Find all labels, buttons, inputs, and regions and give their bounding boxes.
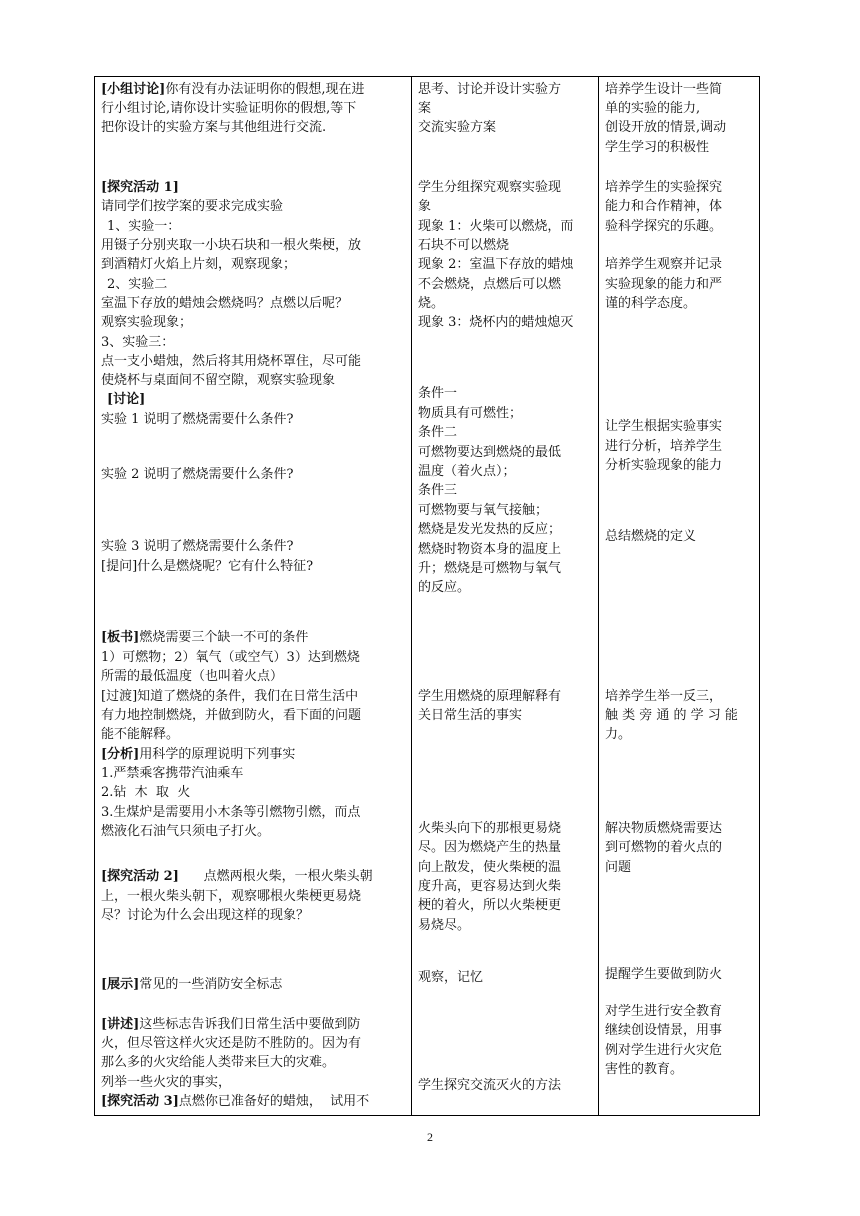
- student-line: 石块不可以燃烧: [418, 238, 510, 253]
- intent-line: 问题: [605, 860, 632, 875]
- intent-line: 验科学探究的乐趣。: [605, 219, 723, 234]
- intent-line: 力。: [605, 727, 632, 742]
- exp2-title: 2、实验二: [107, 277, 168, 292]
- activity2-line: 上，一根火柴头朝下，观察哪根火柴梗更易烧: [101, 889, 362, 904]
- intent-line: 能力和合作精神，体: [605, 199, 723, 214]
- student-line: 象: [418, 199, 432, 214]
- board-line: 1）可燃物；2）氧气（或空气）3）达到燃烧: [101, 650, 360, 665]
- design-intent-column: [598, 77, 761, 1115]
- intent-line: 到可燃物的着火点的: [605, 840, 723, 855]
- exp3-line: 点一支小蜡烛，然后将其用烧杯罩住，尽可能: [101, 354, 362, 369]
- intent-line: 总结燃烧的定义: [605, 529, 697, 544]
- intent-line: 进行分析，培养学生: [605, 439, 723, 454]
- student-line: 尽。因为燃烧产生的热量: [418, 840, 562, 855]
- intent-line: 实验现象的能力和严: [605, 277, 723, 292]
- group-discussion-line: [小组讨论]你有没有办法证明你的假想,现在进: [101, 82, 365, 97]
- display-line: [展示]常见的一些消防安全标志: [101, 977, 283, 992]
- lecture-line: 列举一些火灾的事实，: [101, 1075, 232, 1090]
- intent-line: 例对学生进行火灾危: [605, 1043, 723, 1058]
- teacher-activity-column: [95, 77, 411, 1115]
- student-line: 升；燃烧是可燃物与氧气: [418, 561, 562, 576]
- student-line: 可燃物要与氧气接触；: [418, 503, 549, 518]
- student-line: 交流实验方案: [418, 120, 497, 135]
- exp2-line: 观察实验现象；: [101, 315, 193, 330]
- intent-line: 谨的科学态度。: [605, 296, 697, 311]
- intent-line: 培养学生设计一些简: [605, 82, 723, 97]
- student-line: 燃烧时物资本身的温度上: [418, 542, 562, 557]
- intent-line: 继续创设情景，用事: [605, 1023, 723, 1038]
- intent-line: 让学生根据实验事实: [605, 419, 723, 434]
- lecture-line: 火，但尽管这样火灾还是防不胜防的。因为有: [101, 1036, 362, 1051]
- exp2-line: 室温下存放的蜡烛会燃烧吗？点燃以后呢？: [101, 296, 349, 311]
- student-line: 梗的着火，所以火柴梗更: [418, 898, 562, 913]
- board-line: 所需的最低温度（也叫着火点）: [101, 669, 284, 684]
- exp3-line: 使烧杯与桌面间不留空隙，观察实验现象: [101, 373, 336, 388]
- student-line: 现象 3：烧杯内的蜡烛熄灭: [418, 315, 574, 330]
- page-number: 2: [427, 1130, 433, 1144]
- analysis-item: 2.钻 木 取 火: [101, 785, 191, 800]
- intent-line: 分析实验现象的能力: [605, 458, 723, 473]
- exp1-line: 到酒精灯火焰上片刻，观察现象；: [101, 257, 297, 272]
- intent-line: 解决物质燃烧需要达: [605, 821, 723, 836]
- discussion-question: 实验 2 说明了燃烧需要什么条件?: [101, 467, 294, 482]
- student-line: 燃烧是发光发热的反应；: [418, 522, 562, 537]
- student-line: 关日常生活的事实: [418, 708, 523, 723]
- student-line: 的反应。: [418, 580, 471, 595]
- analysis-line: [分析]用科学的原理说明下列事实: [101, 747, 296, 762]
- intent-line: 学生学习的积极性: [605, 140, 710, 155]
- student-line: 观察，记忆: [418, 970, 484, 985]
- student-line: 学生分组探究观察实验现: [418, 180, 562, 195]
- student-line: 温度（着火点）；: [418, 464, 516, 479]
- exp3-title: 3、实验三：: [101, 335, 175, 350]
- transition-line: 能不能解释。: [101, 727, 180, 742]
- intent-line: 害性的教育。: [605, 1062, 684, 1077]
- intent-line: 培养学生举一反三，: [605, 689, 723, 704]
- student-line: 思考、讨论并设计实验方: [418, 82, 562, 97]
- student-line: 现象 1：火柴可以燃烧，而: [418, 219, 574, 234]
- student-line: 条件二: [418, 425, 458, 440]
- student-line: 学生用燃烧的原理解释有: [418, 689, 562, 704]
- student-line: 案: [418, 101, 432, 116]
- discussion-question: 实验 1 说明了燃烧需要什么条件?: [101, 412, 294, 427]
- student-line: 烧。: [418, 296, 445, 311]
- analysis-item: 燃液化石油气只须电子打火。: [101, 824, 271, 839]
- group-discussion-line: 把你设计的实验方案与其他组进行交流.: [101, 120, 327, 135]
- transition-line: [过渡]知道了燃烧的条件，我们在日常生活中: [101, 689, 359, 704]
- student-line: 条件三: [418, 483, 458, 498]
- student-activity-column: [411, 77, 598, 1115]
- discussion-title: [讨论]: [107, 392, 146, 407]
- intent-line: 对学生进行安全教育: [605, 1004, 723, 1019]
- intent-line: 单的实验的能力,: [605, 101, 701, 116]
- board-line: [板书]燃烧需要三个缺一不可的条件: [101, 630, 309, 645]
- transition-line: 有力地控制燃烧，并做到防火，看下面的问题: [101, 708, 362, 723]
- analysis-item: 1.严禁乘客携带汽油乘车: [101, 766, 244, 781]
- group-discussion-line: 行小组讨论,请你设计实验证明你的假想,等下: [101, 101, 357, 116]
- activity1-title: [探究活动 1]: [101, 180, 179, 195]
- intent-line: 创设开放的情景,调动: [605, 120, 727, 135]
- exp1-title: 1、实验一：: [107, 219, 181, 234]
- intent-line: 提醒学生要做到防火: [605, 967, 723, 982]
- student-line: 易烧尽。: [418, 918, 471, 933]
- exp1-line: 用镊子分别夹取一小块石块和一根火柴梗，放: [101, 238, 362, 253]
- student-line: 可燃物要达到燃烧的最低: [418, 445, 562, 460]
- activity3-line: [探究活动 3]点燃你已准备好的蜡烛， 试用不: [101, 1094, 370, 1109]
- student-line: 物质具有可燃性；: [418, 406, 523, 421]
- intent-line: 触 类 旁 通 的 学 习 能: [605, 708, 738, 723]
- student-line: 向上散发，使火柴梗的温: [418, 860, 562, 875]
- activity2-line: 尽？讨论为什么会出现这样的现象？: [101, 908, 310, 923]
- student-line: 条件一: [418, 386, 458, 401]
- student-line: 度升高，更容易达到火柴: [418, 879, 562, 894]
- activity1-intro: 请同学们按学案的要求完成实验: [101, 199, 284, 214]
- student-line: 不会燃烧，点燃后可以燃: [418, 277, 562, 292]
- lecture-line: 那么多的火灾给能人类带来巨大的灾难。: [101, 1055, 336, 1070]
- discussion-question: [提问]什么是燃烧呢？它有什么特征?: [101, 559, 314, 574]
- activity2-line: [探究活动 2] 点燃两根火柴，一根火柴头朝: [101, 869, 373, 884]
- analysis-item: 3.生煤炉是需要用小木条等引燃物引燃，而点: [101, 805, 361, 820]
- student-line: 现象 2：室温下存放的蜡烛: [418, 257, 574, 272]
- lesson-plan-table: [94, 76, 760, 1116]
- intent-line: 培养学生的实验探究: [605, 180, 723, 195]
- discussion-question: 实验 3 说明了燃烧需要什么条件?: [101, 539, 294, 554]
- student-line: 学生探究交流灭火的方法: [418, 1078, 562, 1093]
- student-line: 火柴头向下的那根更易烧: [418, 821, 562, 836]
- intent-line: 培养学生观察并记录: [605, 257, 723, 272]
- lecture-line: [讲述]这些标志告诉我们日常生活中要做到防: [101, 1017, 361, 1032]
